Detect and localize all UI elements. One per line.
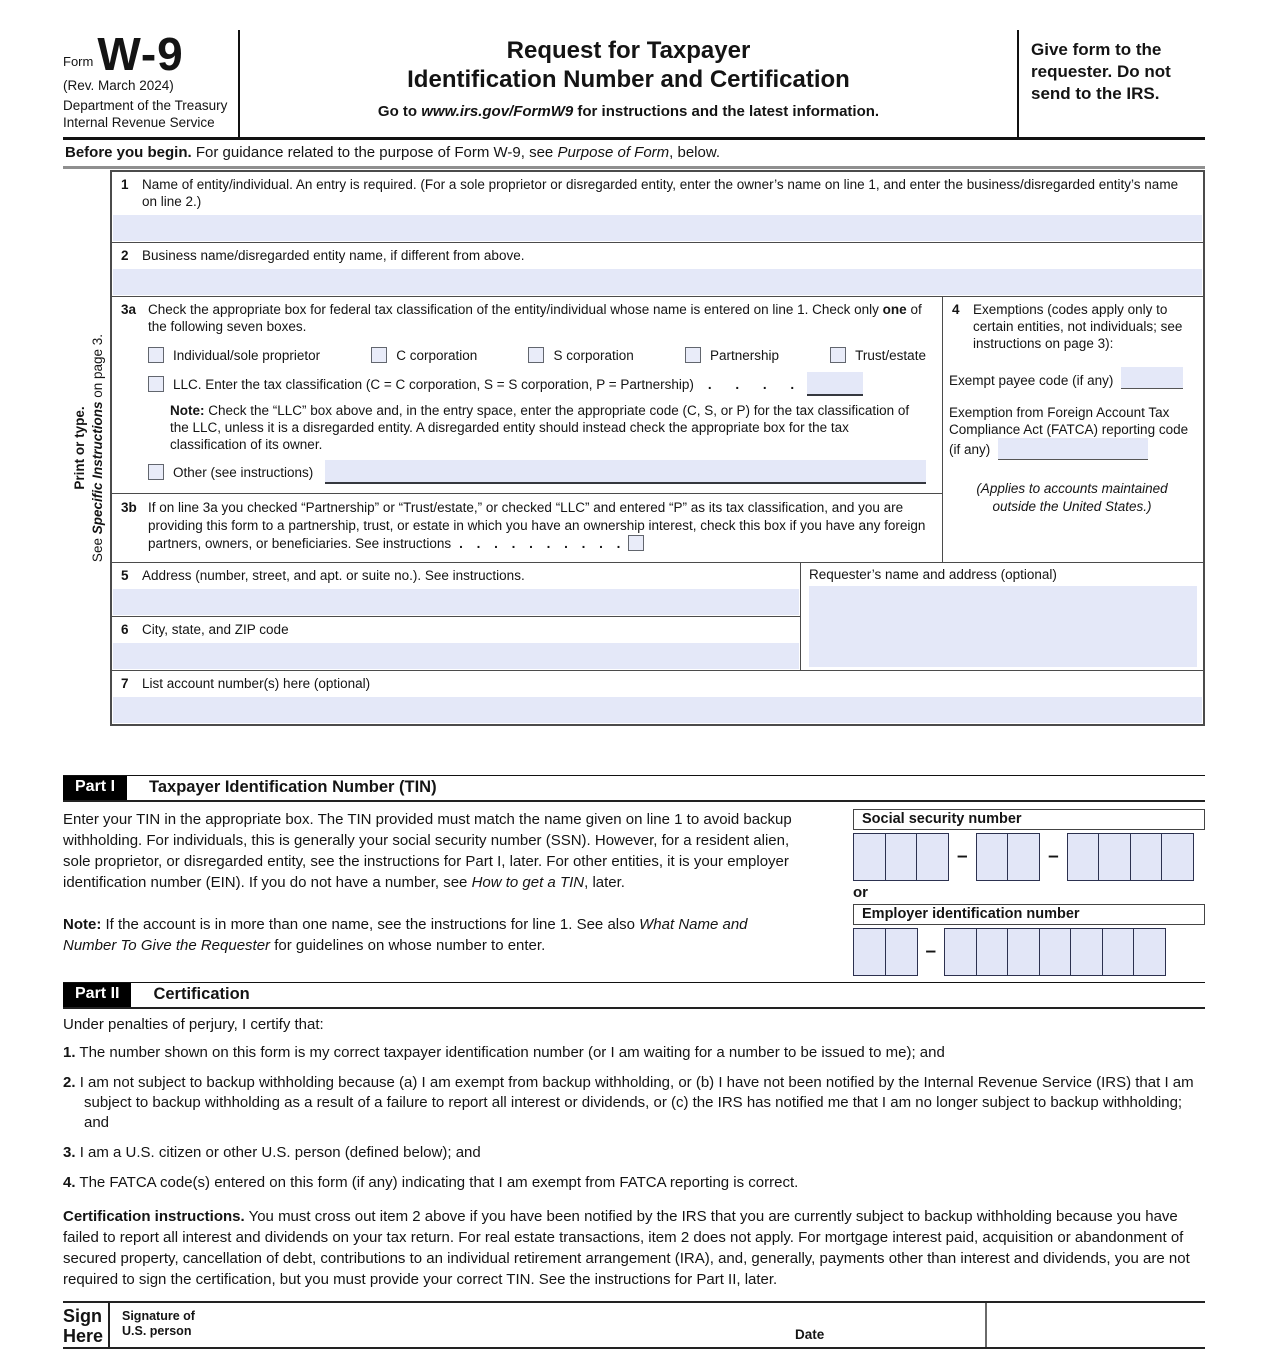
- tin-cell[interactable]: [853, 928, 886, 976]
- classification-checkbox[interactable]: [371, 347, 387, 363]
- line2-row: [112, 242, 1203, 295]
- line3a-number: 3a: [121, 302, 137, 317]
- tin-cell[interactable]: [916, 833, 949, 881]
- part1-header: [63, 775, 1205, 802]
- line3b-number: 3b: [121, 500, 137, 515]
- line3a-label: Check the appropriate box for federal tax classification of the entity/individual whose name is entered on line 1. Check only one of the following seven boxes.: [148, 302, 922, 334]
- form-word: Form: [63, 54, 94, 69]
- divider-rule: [63, 166, 1205, 169]
- signature-section: [63, 1301, 1205, 1349]
- tin-entry-area: [853, 809, 1205, 976]
- form-title-block: [240, 30, 1017, 137]
- certification-item: 3. I am a U.S. citizen or other U.S. person (defined below); and: [63, 1144, 481, 1161]
- w9-form-page: [0, 28, 1268, 1346]
- ein-label: Employer identification number: [853, 904, 1205, 925]
- tin-cell[interactable]: [1070, 928, 1103, 976]
- tin-cell[interactable]: [944, 928, 977, 976]
- signature-of-label: Signature of U.S. person: [122, 1309, 195, 1338]
- line3b-dot-leader: . . . . . . . . . .: [459, 536, 621, 551]
- part2-badge: Part II: [63, 983, 131, 1007]
- date-label: Date: [795, 1327, 825, 1342]
- tin-cell[interactable]: [885, 833, 918, 881]
- part1-instructions: Enter your TIN in the appropriate box. The TIN provided must match the name given on line 1 to avoid backup withholding. For individuals, this is generally your social security number (SSN). However, for a resident alien, sole proprietor, or disregarded entity, see the instructions for Part I, later. For other entities, it is your employer identification number (EIN). If you do not have a number, see How to get a TIN, later. Note: If the account is in more than one name, see the instructions for line 1. See also What Name and Number To Give the Requester for guidelines on whose number to enter.: [63, 809, 805, 976]
- tin-cell-group: [853, 833, 949, 881]
- line7-label: List account number(s) here (optional): [142, 676, 371, 691]
- exemptions-column: [943, 297, 1203, 562]
- ssn-label: Social security number: [853, 809, 1205, 830]
- line5-label: Address (number, street, and apt. or suite no.). See instructions.: [142, 568, 525, 583]
- fatca-applies-note: (Applies to accounts maintained outside the United States.): [976, 481, 1168, 514]
- tin-cell[interactable]: [1161, 833, 1194, 881]
- classification-checkbox[interactable]: [685, 347, 701, 363]
- line5-number: 5: [121, 568, 129, 583]
- city-state-zip-input[interactable]: [113, 643, 799, 669]
- tin-cell-group: [1067, 833, 1195, 881]
- tin-cell-group: [853, 928, 918, 976]
- tin-cell[interactable]: [1133, 928, 1166, 976]
- llc-label: LLC. Enter the tax classification (C = C corporation, S = S corporation, P = Partnership): [173, 376, 694, 392]
- requester-input[interactable]: [809, 586, 1197, 667]
- account-numbers-input[interactable]: [113, 697, 1202, 723]
- line1-label: Name of entity/individual. An entry is required. (For a sole proprietor or disregarded entity, enter the owner’s name on line 1, and enter the business/disregarded entity’s name on line 2.): [142, 177, 1179, 209]
- llc-dot-leader: . . . .: [707, 376, 796, 392]
- line6-row: [112, 616, 800, 669]
- line2-label: Business name/disregarded entity name, if different from above.: [142, 248, 525, 263]
- dept-irs: Internal Revenue Service: [63, 115, 215, 130]
- classification-checkbox-row: [148, 347, 932, 363]
- tin-cell-group: [976, 833, 1041, 881]
- classification-option: [685, 347, 779, 363]
- tin-cell[interactable]: [976, 928, 1009, 976]
- exempt-payee-label: Exempt payee code (if any): [949, 373, 1114, 388]
- tin-cell[interactable]: [976, 833, 1009, 881]
- line6-label: City, state, and ZIP code: [142, 622, 289, 637]
- classification-checkbox[interactable]: [528, 347, 544, 363]
- form-number: W-9: [97, 28, 184, 80]
- form-title: Request for Taxpayer Identification Number and Certification: [407, 37, 850, 93]
- tax-classification-column: [112, 297, 943, 562]
- line3b-label: If on line 3a you checked “Partnership” or “Trust/estate,” or checked “LLC” and entered “P” as its tax classification, and you are providing this form to a partnership, trust, or estate in which you have an ownership interest, check this box if you have any foreign partners, owners, or beneficiaries. See instructions . . . . . . . . . .: [148, 500, 926, 551]
- tin-cell[interactable]: [853, 833, 886, 881]
- before-you-begin: Before you begin. For guidance related to the purpose of Form W-9, see Purpose of Form, below.: [65, 144, 721, 161]
- certification-intro: Under penalties of perjury, I certify that:: [63, 1016, 324, 1033]
- line4-label: Exemptions (codes apply only to certain entities, not individuals; see instructions on page 3):: [973, 302, 1183, 351]
- line2-business-name-input[interactable]: [113, 269, 1202, 295]
- classification-label: Individual/sole proprietor: [173, 347, 321, 363]
- line3b-row: [112, 493, 942, 562]
- part1-title: Taxpayer Identification Number (TIN): [149, 778, 437, 796]
- ein-cells: [853, 928, 1205, 976]
- ssn-cells: [853, 833, 1205, 881]
- requester-column: [801, 563, 1203, 670]
- form-fields-grid: [110, 170, 1205, 726]
- line4-number: 4: [952, 302, 960, 317]
- form-id-block: [63, 30, 240, 137]
- sign-here-label: Sign Here: [63, 1303, 110, 1347]
- tin-cell[interactable]: [1007, 928, 1040, 976]
- classification-checkbox[interactable]: [830, 347, 846, 363]
- tin-cell[interactable]: [1007, 833, 1040, 881]
- part1-note: Note: If the account is in more than one name, see the instructions for line 1. See also What Name and Number To Give the Requester for guidelines on whose number to enter.: [63, 916, 748, 954]
- print-or-type-sidebar: [63, 170, 110, 726]
- tin-cell[interactable]: [1098, 833, 1131, 881]
- other-input[interactable]: [325, 460, 926, 484]
- llc-note: Note: Check the “LLC” box above and, in the entry space, enter the appropriate code (C, S, or P) for the tax classification of the LLC, unless it is a disregarded entity. A disregarded entity should instead check the appropriate box for the tax classification of its owner.: [170, 403, 910, 452]
- line1-number: 1: [121, 177, 129, 192]
- part2-header: [63, 982, 1205, 1009]
- line2-number: 2: [121, 248, 129, 263]
- llc-line: [148, 372, 932, 396]
- line6-number: 6: [121, 622, 129, 637]
- form-header: [63, 30, 1205, 140]
- give-form-note: Give form to the requester. Do not send to the IRS.: [1017, 30, 1205, 137]
- fatca-label: Exemption from Foreign Account Tax Compliance Act (FATCA) reporting code (if any): [949, 404, 1195, 460]
- line5-row: [112, 563, 800, 615]
- other-label: Other (see instructions): [173, 464, 314, 480]
- certification-item: 2. I am not subject to backup withholding because (a) I am exempt from backup withholding, or (b) I have not been notified by the Internal Revenue Service (IRS) that I am subject to backup withholding as a result of a failure to report all interest or dividends, or (c) the IRS has notified me that I am no longer subject to backup withholding; and: [63, 1074, 1194, 1131]
- certification-item: 4. The FATCA code(s) entered on this form (if any) indicating that I am exempt from FATCA reporting is correct.: [63, 1174, 799, 1191]
- classification-checkbox[interactable]: [148, 347, 164, 363]
- form-revision: (Rev. March 2024): [63, 78, 174, 93]
- classification-label: Partnership: [709, 347, 779, 363]
- line7-row: [112, 670, 1203, 723]
- or-label: or: [853, 884, 868, 901]
- part1-badge: Part I: [63, 776, 127, 800]
- classification-option: [148, 347, 320, 363]
- date-column-divider: [985, 1303, 987, 1347]
- address-column: [112, 563, 801, 670]
- tin-dash: –: [957, 846, 968, 867]
- requester-label: Requester’s name and address (optional): [809, 567, 1057, 582]
- foreign-partners-checkbox[interactable]: [628, 535, 644, 551]
- sidebar-line2: See Specific Instructions on page 3.: [89, 333, 105, 563]
- fatca-code-input[interactable]: [998, 438, 1148, 460]
- llc-classification-input[interactable]: [807, 372, 863, 396]
- tin-cell[interactable]: [1130, 833, 1163, 881]
- irs-url: www.irs.gov/FormW9: [421, 103, 574, 120]
- line7-number: 7: [121, 676, 129, 691]
- tin-dash: –: [1048, 846, 1059, 867]
- classification-label: C corporation: [396, 347, 478, 363]
- tin-cell[interactable]: [1039, 928, 1072, 976]
- part2-title: Certification: [153, 985, 250, 1003]
- sidebar-line1: Print or type.: [71, 406, 87, 490]
- classification-label: S corporation: [553, 347, 634, 363]
- llc-checkbox[interactable]: [148, 376, 164, 392]
- line1-row: [112, 172, 1203, 241]
- other-checkbox[interactable]: [148, 464, 164, 480]
- classification-label: Trust/estate: [855, 347, 926, 363]
- classification-option: [528, 347, 633, 363]
- dept-treasury: Department of the Treasury: [63, 98, 228, 113]
- line1-name-input[interactable]: [113, 215, 1202, 241]
- tin-cell[interactable]: [885, 928, 918, 976]
- classification-option: [830, 347, 926, 363]
- tin-cell-group: [944, 928, 1166, 976]
- tin-cell[interactable]: [1067, 833, 1100, 881]
- certification-items: [63, 1043, 1205, 1193]
- goto-line: Go to www.irs.gov/FormW9 for instructions and the latest information.: [377, 103, 880, 120]
- classification-option: [371, 347, 477, 363]
- certification-instructions: Certification instructions. You must cross out item 2 above if you have been notified by the IRS that you are currently subject to backup withholding because you have failed to report all interest and dividends on your tax return. For real estate transactions, item 2 does not apply. For mortgage interest paid, acquisition or abandonment of secured property, cancellation of debt, contributions to an individual retirement arrangement (IRA), and, generally, payments other than interest and dividends, you are not required to sign the certification, but you must provide your correct TIN. See the instructions for Part II, later.: [63, 1208, 1190, 1288]
- address-input[interactable]: [113, 589, 799, 615]
- exempt-payee-code-input[interactable]: [1121, 367, 1183, 389]
- tin-dash: –: [925, 941, 937, 962]
- certification-item: 1. The number shown on this form is my correct taxpayer identification number (or I am waiting for a number to be issued to me); and: [63, 1044, 945, 1061]
- other-line: [148, 460, 926, 484]
- tin-cell[interactable]: [1102, 928, 1135, 976]
